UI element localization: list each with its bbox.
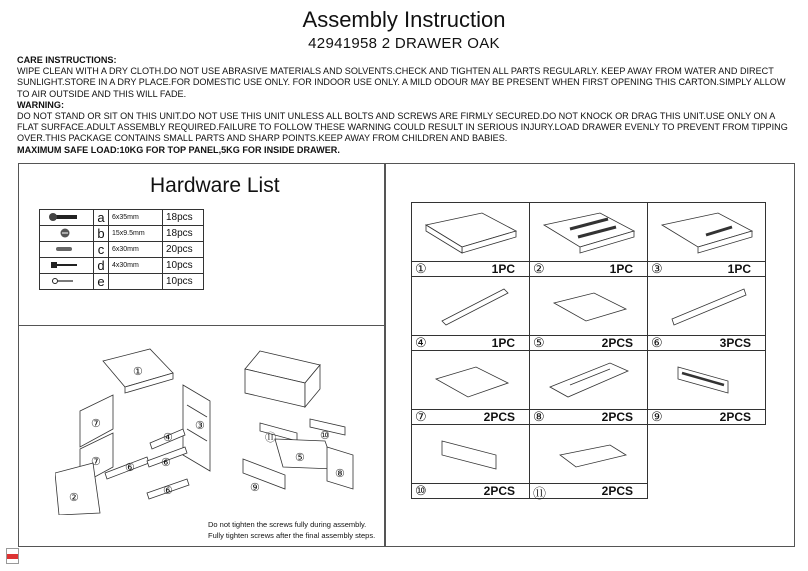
exploded-label-8: ⑧: [335, 468, 345, 480]
exploded-label-6b: ⑥: [161, 457, 171, 469]
part-cell: [529, 350, 648, 425]
part-number: ④: [415, 335, 427, 350]
part-cell: [411, 276, 530, 351]
table-row: [40, 210, 204, 226]
part-drawing: [412, 205, 530, 261]
pdf-icon: [6, 548, 19, 564]
care-heading: CARE INSTRUCTIONS:: [17, 55, 117, 65]
part-quantity: 1PC: [727, 262, 751, 276]
part-number: ③: [651, 261, 663, 276]
exploded-label-3: ③: [195, 420, 205, 432]
part-quantity: 2PCS: [483, 484, 515, 498]
part-label-bar: [412, 409, 529, 424]
document-title: Assembly Instruction: [302, 7, 506, 32]
part-quantity: 2PCS: [719, 410, 751, 424]
exploded-label-2: ②: [69, 492, 79, 504]
hardware-size: 15x9.5mm: [109, 226, 163, 242]
part-quantity: 1PC: [491, 262, 515, 276]
part-drawing: [648, 205, 766, 261]
bolt-icon: [40, 210, 94, 226]
document-subtitle: 42941958 2 DRAWER OAK: [308, 35, 500, 52]
part-cell: [411, 424, 530, 499]
part-quantity: 3PCS: [719, 336, 751, 350]
exploded-label-4: ④: [163, 432, 173, 444]
assembly-note-line1: Do not tighten the screws fully during assembly.: [208, 520, 367, 529]
part-drawing: [530, 427, 648, 483]
part-cell: [529, 276, 648, 351]
part-drawing: [412, 279, 530, 335]
hardware-qty: 18pcs: [163, 226, 204, 242]
cam-lock-icon: [40, 226, 94, 242]
part-cell: [411, 350, 530, 425]
exploded-label-1: ①: [133, 366, 143, 378]
warning-heading: WARNING:: [17, 99, 64, 110]
care-text: WIPE CLEAN WITH A DRY CLOTH.DO NOT USE ABRASIVE MATERIALS AND SOLVENTS.CHECK AND TIGHTEN ALL PARTS REGULARLY. KEEP AWAY FROM WATER AND DIRECT SUNLIGHT.STORE IN A DRY PLACE.FOR DOMESTIC USE ONLY. FOR INDOOR USE ONLY. A MILD ODOUR MAY BE PRESENT WHEN FIRST OPENING THIS CARTON.SIMPLY ALLOW TO AIR OUTSIDE AND THIS WILL FADE.: [17, 66, 786, 99]
hardware-size: 6x35mm: [109, 210, 163, 226]
part-cell: [647, 350, 766, 425]
part-cell: [529, 424, 648, 499]
part-drawing: [530, 353, 648, 409]
part-drawing: [412, 427, 530, 483]
part-quantity: 2PCS: [601, 410, 633, 424]
part-label-bar: [530, 261, 647, 276]
exploded-label-9: ⑨: [250, 482, 260, 494]
part-drawing: [530, 279, 648, 335]
hardware-letter: a: [94, 210, 109, 226]
hardware-letter: e: [94, 274, 109, 290]
part-number: ⑪: [533, 486, 547, 501]
part-quantity: 2PCS: [601, 336, 633, 350]
exploded-label-6a: ⑥: [125, 462, 135, 474]
part-drawing: [530, 205, 648, 261]
hardware-size: 6x30mm: [109, 242, 163, 258]
hardware-letter: d: [94, 258, 109, 274]
part-quantity: 2PCS: [601, 484, 633, 498]
exploded-label-6c: ⑥: [163, 485, 173, 497]
assembly-note: [208, 519, 375, 541]
part-number: ⑦: [415, 409, 427, 424]
part-quantity: 2PCS: [483, 410, 515, 424]
part-number: ②: [533, 261, 545, 276]
hardware-divider: [18, 325, 385, 326]
hardware-qty: 18pcs: [163, 210, 204, 226]
small-screw-icon: [40, 274, 94, 290]
part-label-bar: [530, 483, 647, 501]
exploded-view-illustration: [55, 343, 375, 515]
part-label-bar: [648, 261, 765, 276]
table-row: [40, 226, 204, 242]
warning-text: DO NOT STAND OR SIT ON THIS UNIT.DO NOT USE THIS UNIT UNLESS ALL BOLTS AND SCREWS ARE FIRMLY SECURED.DO NOT KNOCK OR DRAG THIS UNIT.USE ONLY ON A FLAT SURFACE.ADULT ASSEMBLY REQUIRED.FAILURE TO FOLLOW THESE WARNING COULD RESULT IN SERIOUS INJURY.LOAD DRAWER EVENLY TO PREVENT FROM TIPPING OVER.THIS PACKAGE CONTAINS SMALL PARTS AND SHARP POINTS.KEEP AWAY FROM CHILDREN AND BABIES.: [17, 111, 788, 144]
hardware-size: [109, 274, 163, 290]
part-quantity: 1PC: [491, 336, 515, 350]
notes-block: [17, 55, 797, 156]
table-row: [40, 242, 204, 258]
hardware-qty: 20pcs: [163, 242, 204, 258]
hardware-letter: b: [94, 226, 109, 242]
hardware-table: [39, 209, 204, 290]
part-label-bar: [412, 483, 529, 498]
part-number: ⑧: [533, 409, 545, 424]
hardware-size: 4x30mm: [109, 258, 163, 274]
part-cell: [529, 202, 648, 277]
exploded-label-7a: ⑦: [91, 418, 101, 430]
part-label-bar: [648, 335, 765, 350]
part-number: ①: [415, 261, 427, 276]
part-number: ⑨: [651, 409, 663, 424]
part-cell: [647, 202, 766, 277]
hardware-list-title: Hardware List: [150, 174, 280, 197]
exploded-label-5: ⑤: [295, 452, 305, 464]
max-load-text: MAXIMUM SAFE LOAD:10KG FOR TOP PANEL,5KG FOR INSIDE DRAWER.: [17, 144, 340, 155]
screw-icon: [40, 258, 94, 274]
part-label-bar: [530, 409, 647, 424]
part-drawing: [648, 353, 766, 409]
part-cell: [647, 276, 766, 351]
part-drawing: [412, 353, 530, 409]
part-label-bar: [412, 261, 529, 276]
hardware-qty: 10pcs: [163, 258, 204, 274]
part-number: ⑤: [533, 335, 545, 350]
part-label-bar: [412, 335, 529, 350]
table-row: [40, 274, 204, 290]
exploded-label-11: ⑪: [265, 432, 276, 444]
part-number: ⑩: [415, 483, 427, 498]
exploded-label-10: ⑩: [320, 430, 330, 442]
part-number: ⑥: [651, 335, 663, 350]
dowel-icon: [40, 242, 94, 258]
hardware-letter: c: [94, 242, 109, 258]
assembly-note-line2: Fully tighten screws after the final assembly steps.: [208, 531, 376, 540]
part-label-bar: [530, 335, 647, 350]
hardware-qty: 10pcs: [163, 274, 204, 290]
table-row: [40, 258, 204, 274]
part-quantity: 1PC: [609, 262, 633, 276]
part-cell: [411, 202, 530, 277]
part-label-bar: [648, 409, 765, 424]
exploded-label-7b: ⑦: [91, 456, 101, 468]
part-drawing: [648, 279, 766, 335]
